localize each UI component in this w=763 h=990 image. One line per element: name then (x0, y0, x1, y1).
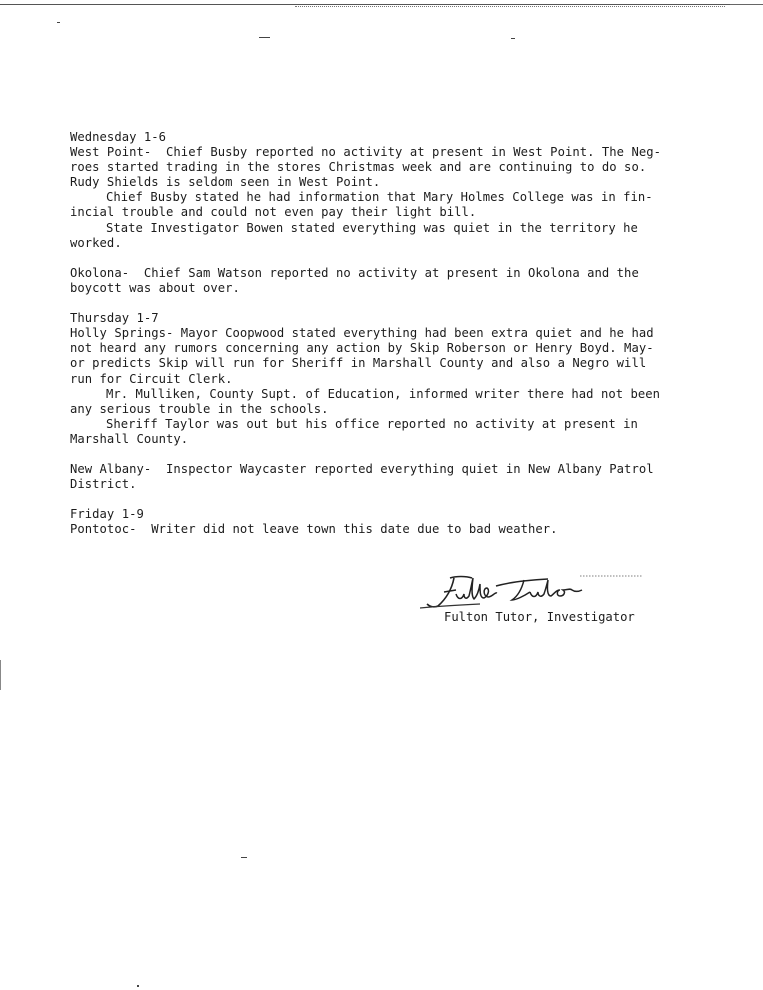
report-line: Sheriff Taylor was out but his office reported no activity at present in (106, 416, 638, 431)
report-line: run for Circuit Clerk. (70, 371, 233, 386)
report-line: Chief Busby stated he had information that Mary Holmes College was in fin- (106, 190, 653, 205)
report-line: not heard any rumors concerning any action by Skip Roberson or Henry Boyd. May- (70, 341, 654, 356)
report-line: incial trouble and could not even pay their light bill. (70, 205, 477, 220)
report-line: Pontotoc- Writer did not leave town this date due to bad weather. (70, 522, 558, 537)
report-line: any serious trouble in the schools. (70, 401, 329, 416)
report-line: New Albany- Inspector Waycaster reported everything quiet in New Albany Patrol (70, 462, 654, 477)
signer-name: Fulton Tutor, Investigator (444, 610, 635, 624)
report-line: State Investigator Bowen stated everything was quiet in the territory he (106, 220, 638, 235)
scan-speck (57, 22, 60, 23)
scan-speck (259, 37, 270, 38)
report-line: Mr. Mulliken, County Supt. of Education, informed writer there had not been (106, 386, 661, 401)
blank-line (70, 492, 710, 507)
report-line: roes started trading in the stores Christmas week and are continuing to do so. (70, 160, 647, 175)
report-line: worked. (70, 235, 122, 250)
report-line: Holly Springs- Mayor Coopwood stated everything had been extra quiet and he had (70, 326, 654, 341)
report-line: boycott was about over. (70, 280, 240, 295)
report-body (70, 130, 710, 538)
report-line: Marshall County. (70, 431, 189, 446)
scan-speck (511, 38, 515, 39)
left-scan-edge (0, 660, 1, 690)
report-line: Okolona- Chief Sam Watson reported no activity at present in Okolona and the (70, 265, 639, 280)
blank-line (70, 447, 710, 462)
scan-speck (241, 857, 247, 858)
scan-speck (137, 985, 139, 987)
day-heading: Thursday 1-7 (70, 311, 159, 326)
report-line: District. (70, 477, 137, 492)
top-scan-edge-tail (730, 0, 763, 5)
signature (420, 566, 660, 616)
report-line: Rudy Shields is seldom seen in West Point. (70, 175, 381, 190)
report-line: or predicts Skip will run for Sheriff in Marshall County and also a Negro will (70, 356, 647, 371)
blank-line (70, 296, 710, 311)
blank-line (70, 251, 710, 266)
report-line: West Point- Chief Busby reported no activity at present in West Point. The Neg- (70, 145, 661, 160)
day-heading: Wednesday 1-6 (70, 130, 167, 144)
day-heading: Friday 1-9 (70, 507, 144, 522)
handwritten-signature-icon (420, 566, 650, 614)
top-dotted-edge (295, 0, 725, 7)
